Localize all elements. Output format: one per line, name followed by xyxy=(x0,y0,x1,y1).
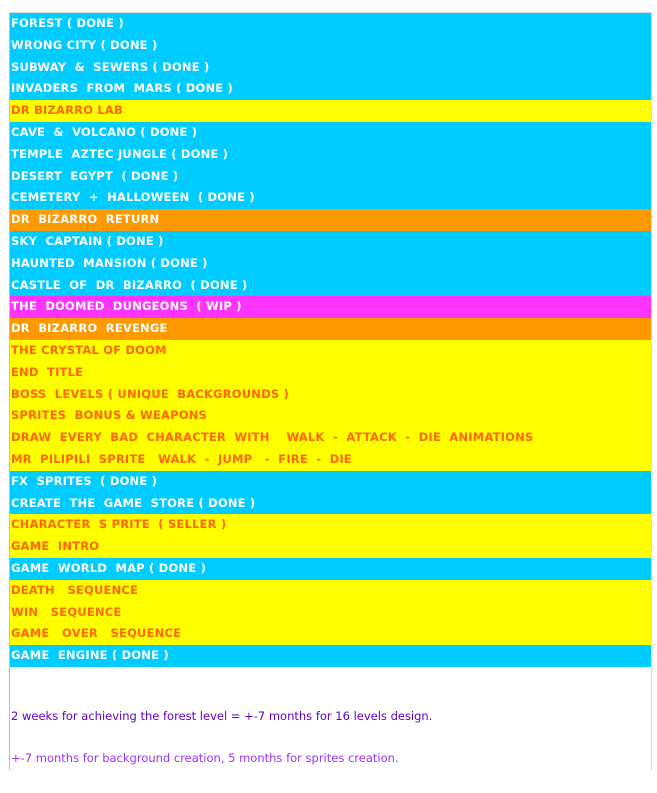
task-row: GAME WORLD MAP ( DONE ) xyxy=(10,558,651,580)
task-row: WRONG CITY ( DONE ) xyxy=(10,35,651,57)
task-row: SUBWAY & SEWERS ( DONE ) xyxy=(10,57,651,79)
task-row: INVADERS FROM MARS ( DONE ) xyxy=(10,78,651,100)
task-row: CHARACTER S PRITE ( SELLER ) xyxy=(10,514,651,536)
task-row: FX SPRITES ( DONE ) xyxy=(10,471,651,493)
task-row: CASTLE OF DR BIZARRO ( DONE ) xyxy=(10,275,651,297)
task-row: DR BIZARRO LAB xyxy=(10,100,651,122)
task-row: DESERT EGYPT ( DONE ) xyxy=(10,166,651,188)
task-row: DEATH SEQUENCE xyxy=(10,580,651,602)
task-row: GAME ENGINE ( DONE ) xyxy=(10,645,651,667)
task-row: HAUNTED MANSION ( DONE ) xyxy=(10,253,651,275)
notes-block xyxy=(10,667,651,793)
note-line: 2 weeks for achieving the forest level = +-7 months for 16 levels design. xyxy=(11,708,433,723)
task-list xyxy=(10,13,651,667)
task-row: CAVE & VOLCANO ( DONE ) xyxy=(10,122,651,144)
task-row: DR BIZARRO RETURN xyxy=(10,209,651,231)
task-row: SKY CAPTAIN ( DONE ) xyxy=(10,231,651,253)
task-row: BOSS LEVELS ( UNIQUE BACKGROUNDS ) xyxy=(10,384,651,406)
task-row: CEMETERY + HALLOWEEN ( DONE ) xyxy=(10,187,651,209)
task-row: FOREST ( DONE ) xyxy=(10,13,651,35)
task-row: END TITLE xyxy=(10,362,651,384)
task-row: MR PILIPILI SPRITE WALK - JUMP - FIRE - DIE xyxy=(10,449,651,471)
task-row: DRAW EVERY BAD CHARACTER WITH WALK - ATTACK - DIE ANIMATIONS xyxy=(10,427,651,449)
task-row: SPRITES BONUS & WEAPONS xyxy=(10,405,651,427)
task-row: WIN SEQUENCE xyxy=(10,602,651,624)
task-row: THE CRYSTAL OF DOOM xyxy=(10,340,651,362)
task-row: TEMPLE AZTEC JUNGLE ( DONE ) xyxy=(10,144,651,166)
task-sheet xyxy=(9,12,652,770)
note-line: +-7 months for background creation, 5 months for sprites creation. xyxy=(11,750,399,765)
task-row: GAME OVER SEQUENCE xyxy=(10,623,651,645)
task-row: GAME INTRO xyxy=(10,536,651,558)
task-row: CREATE THE GAME STORE ( DONE ) xyxy=(10,493,651,515)
task-row: DR BIZARRO REVENGE xyxy=(10,318,651,340)
task-row: THE DOOMED DUNGEONS ( WIP ) xyxy=(10,296,651,318)
